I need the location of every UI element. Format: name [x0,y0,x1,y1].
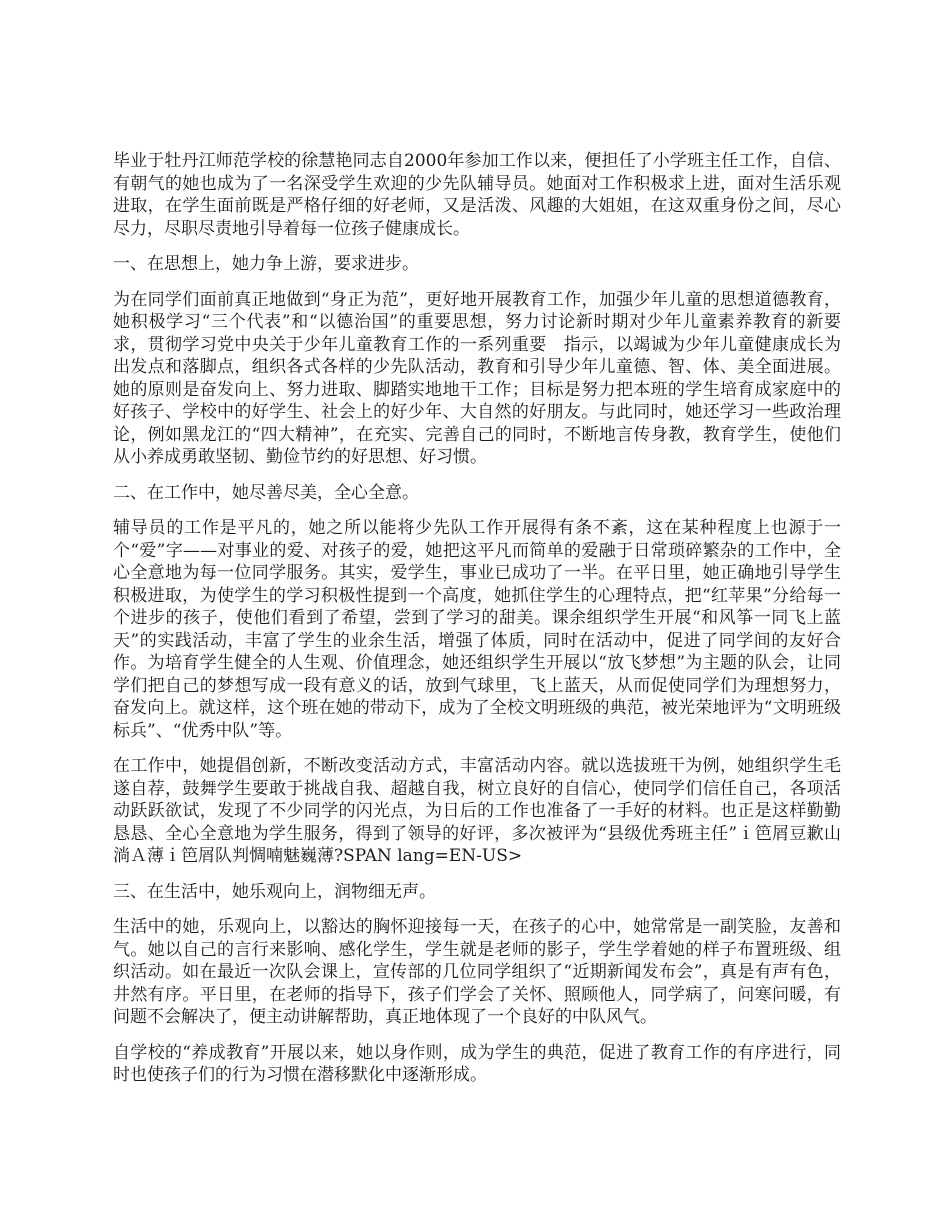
section-heading-thought: 一、在思想上，她力争上游，要求进步。 [113,254,419,274]
section-heading-life: 三、在生活中，她乐观向上，润物细无声。 [113,881,436,902]
section-heading-work: 二、在工作中，她尽善尽美，全心全意。 [113,482,419,503]
paragraph-thought: 为在同学们面前真正地做到“身正为范”，更好地开展教育工作，加强少年儿童的思想道德教育，她积极学习“三个代表”和“以德治国”的重要思想，努力讨论新时期对少年儿童素养教育的新要求，贯彻学习党中央关于少年儿童教育工作的一系列重要 指示，以竭诚为少年儿童健康成长为出发点和落脚点，组织各式各样的少先队活动，教育和引导少年儿童德、智、体、美全面进展。她的原则是奋发向上、努力进取、脚踏实地地干工作；目标是努力把本班的学生培育成家庭中的好孩子、学校中的好学生、社会上的好少年、大自然的好朋友。与此同时，她还学习一些政治理论，例如黑龙江的“四大精神”，在充实、完善自己的同时，不断地言传身教，教育学生，使他们从小养成勇敢坚韧、勤俭节约的好思想、好习惯。 [113,289,841,467]
paragraph-life-1: 生活中的她，乐观向上，以豁达的胸怀迎接每一天，在孩子的心中，她常常是一副笑脸，友善和气。她以自己的言行来影响、感化学生，学生就是老师的影子，学生学着她的样子布置班级、组织活动。如在最近一次队会课上，宣传部的几位同学组织了“近期新闻发布会”，真是有声有色，井然有序。平日里，在老师的指导下，孩子们学会了关怀、照顾他人，同学病了，问寒问暖，有问题不会解决了，便主动讲解帮助，真正地体现了一个良好的中队风气。 [113,917,841,1027]
paragraph-life-2: 自学校的“养成教育”开展以来，她以身作则，成为学生的典范，促进了教育工作的有序进行，同时也使孩子们的行为习惯在潜移默化中逐渐形成。 [113,1042,841,1085]
paragraph-intro: 毕业于牡丹江师范学校的徐慧艳同志自2000年参加工作以来，便担任了小学班主任工作，自信、有朝气的她也成为了一名深受学生欢迎的少先队辅导员。她面对工作积极求上进，面对生活乐观进取，在学生面前既是严格仔细的好老师，又是活泼、风趣的大姐姐，在这双重身份之间，尽心尽力，尽职尽责地引导着每一位孩子健康成长。 [113,151,841,239]
paragraph-work-2: 在工作中，她提倡创新，不断改变活动方式，丰富活动内容。就以选拔班干为例，她组织学生毛遂自荐，鼓舞学生要敢于挑战自我、超越自我，树立良好的自信心，使同学们信任自己，各项活动跃跃欲试，发现了不少同学的闪光点，为日后的工作也准备了一手好的材料。也正是这样勤勤恳恳、全心全意地为学生服务，得到了领导的好评，多次被评为“县级优秀班主任”ｉ笆屑豆歉山淌Ａ薄ｉ笆屑队判惆喃魅巍薄?SPAN lang=EN-US> [113,756,841,866]
paragraph-work-1: 辅导员的工作是平凡的，她之所以能将少先队工作开展得有条不紊，这在某种程度上也源于一个“爱”字——对事业的爱、对孩子的爱，她把这平凡而简单的爱融于日常琐碎繁杂的工作中，全心全意地为每一位同学服务。其实，爱学生，事业已成功了一半。在平日里，她正确地引导学生积极进取，为使学生的学习积极性提到一个高度，她抓住学生的心理特点，把“红苹果”分给每一个进步的孩子，使他们看到了希望，尝到了学习的甜美。课余组织学生开展“和风筝一同飞上蓝天”的实践活动，丰富了学生的业余生活，增强了体质，同时在活动中，促进了同学间的友好合作。为培育学生健全的人生观、价值理念，她还组织学生开展以“放飞梦想”为主题的队会，让同学们把自己的梦想写成一段有意义的话，放到气球里，飞上蓝天，从而促使同学们为理想努力，奋发向上。就这样，这个班在她的带动下，成为了全校文明班级的典范，被光荣地评为“文明班级标兵”、“优秀中队”等。 [113,518,841,741]
document-body [113,150,841,1100]
